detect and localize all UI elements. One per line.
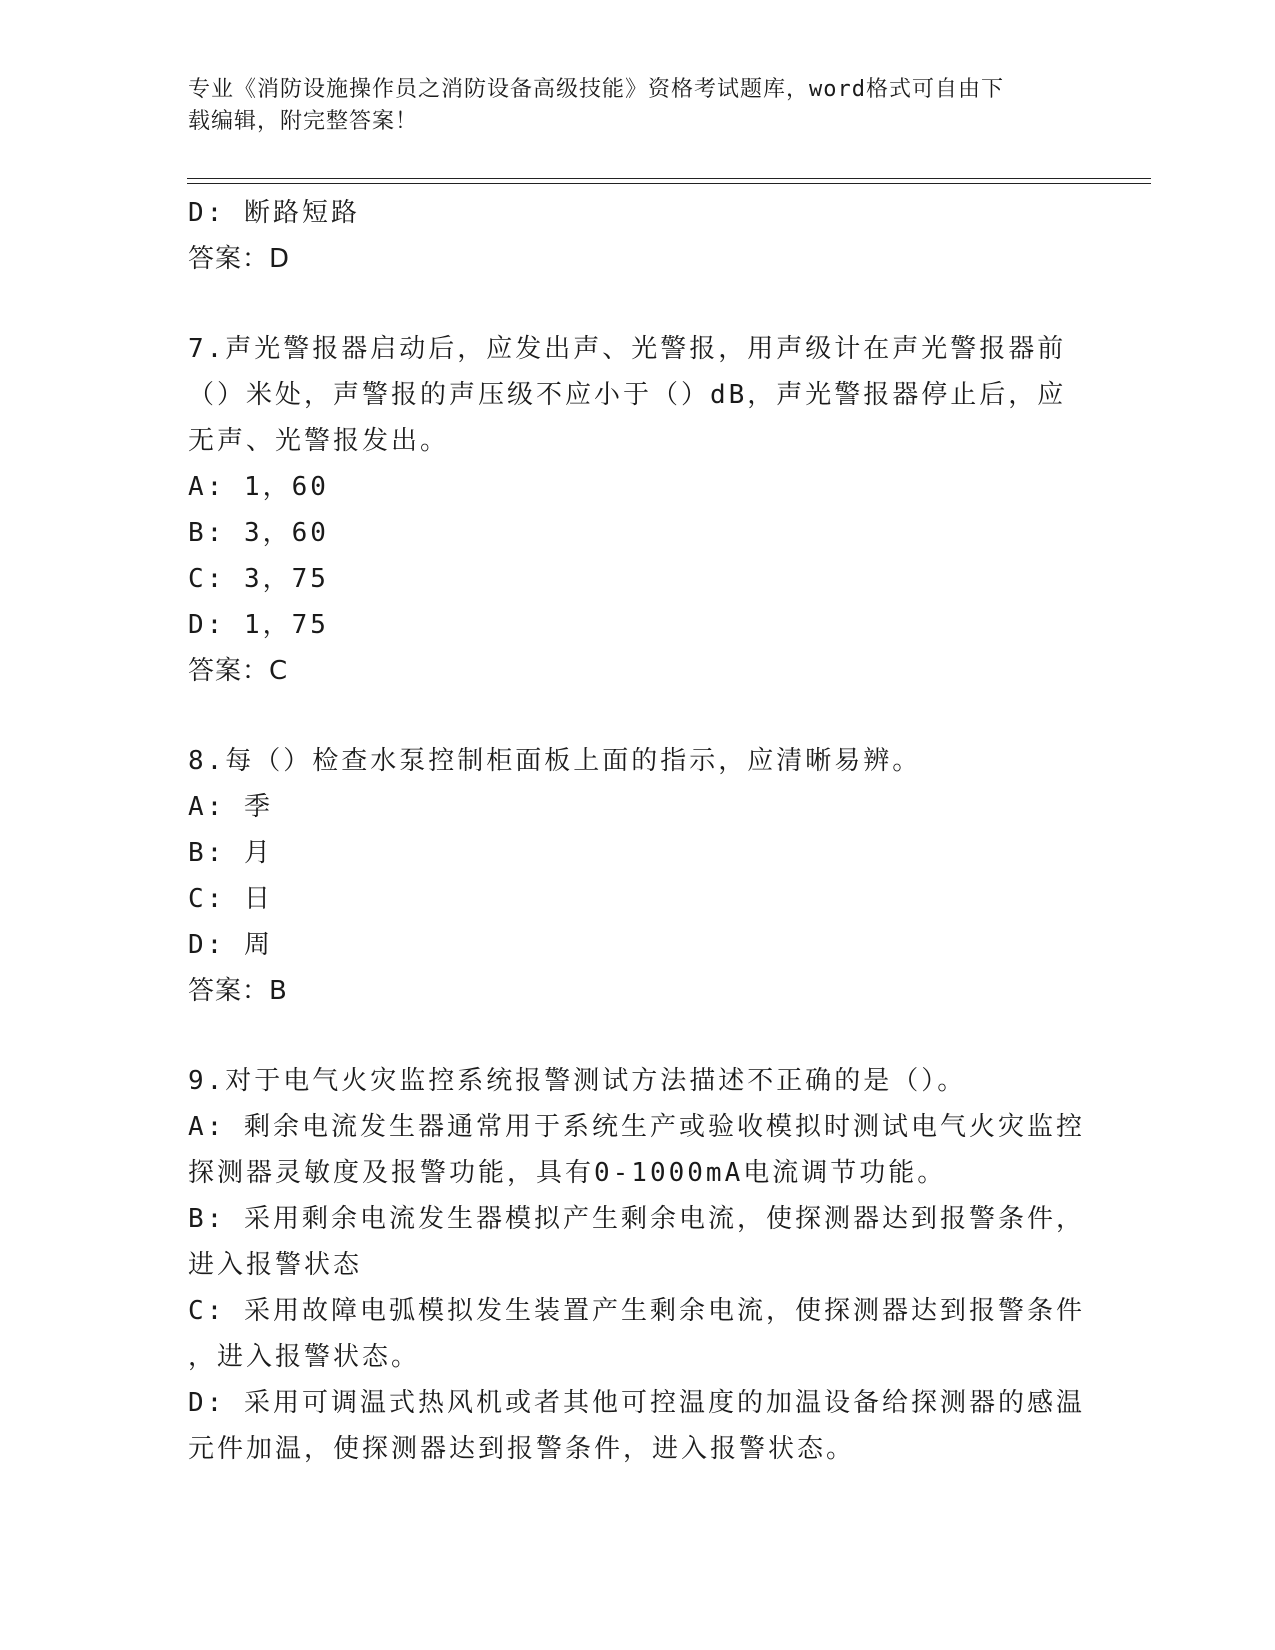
spacer [188,282,1088,326]
q9-option-a-line-2: 探测器灵敏度及报警功能，具有0-1000mA电流调节功能。 [188,1158,947,1188]
q8-option-b: B: 月 [188,838,273,868]
q7-answer: 答案：C [188,656,289,686]
spacer [188,694,1088,738]
prev-answer: 答案：D [188,244,291,274]
header-divider-top [187,178,1151,179]
question-content [188,190,1088,1472]
question-7 [188,326,1088,694]
prev-option-d: D: 断路短路 [188,198,360,228]
header-line-1: 专业《消防设施操作员之消防设备高级技能》资格考试题库，word格式可自由下 [188,77,1004,102]
q8-option-d: D: 周 [188,930,273,960]
header-line-2: 载编辑，附完整答案！ [188,109,419,134]
question-8 [188,738,1088,1014]
header-divider-bottom [187,183,1151,184]
page-header [188,74,1068,138]
q8-stem-line-1: 8.每（）检查水泵控制柜面板上面的指示，应清晰易辨。 [188,746,922,776]
q7-option-a: A: 1，60 [188,472,329,502]
q7-stem-line-1: 7.声光警报器启动后，应发出声、光警报，用声级计在声光警报器前 [188,334,1067,364]
question-9 [188,1058,1088,1472]
q7-stem-line-3: 无声、光警报发出。 [188,426,450,456]
q9-option-d-line-1: D: 采用可调温式热风机或者其他可控温度的加温设备给探测器的感温 [188,1388,1085,1418]
q9-option-a-line-1: A: 剩余电流发生器通常用于系统生产或验收模拟时测试电气火灾监控 [188,1112,1085,1142]
q7-option-d: D: 1，75 [188,610,329,640]
spacer [188,1014,1088,1058]
q8-answer: 答案：B [188,976,288,1006]
q9-option-b-line-1: B: 采用剩余电流发生器模拟产生剩余电流，使探测器达到报警条件， [188,1204,1085,1234]
q9-option-c-line-1: C: 采用故障电弧模拟发生装置产生剩余电流，使探测器达到报警条件 [188,1296,1085,1326]
q9-stem-line-1: 9.对于电气火灾监控系统报警测试方法描述不正确的是（）。 [188,1066,967,1096]
q9-option-d-line-2: 元件加温，使探测器达到报警条件，进入报警状态。 [188,1434,856,1464]
q9-option-b-line-2: 进入报警状态 [188,1250,363,1280]
q7-stem-line-2: （）米处，声警报的声压级不应小于（）dB，声光警报器停止后，应 [188,380,1067,410]
q8-option-c: C: 日 [188,884,273,914]
q7-option-c: C: 3，75 [188,564,329,594]
q8-option-a: A: 季 [188,792,273,822]
q9-option-c-line-2: ，进入报警状态。 [188,1342,421,1372]
q7-option-b: B: 3，60 [188,518,329,548]
